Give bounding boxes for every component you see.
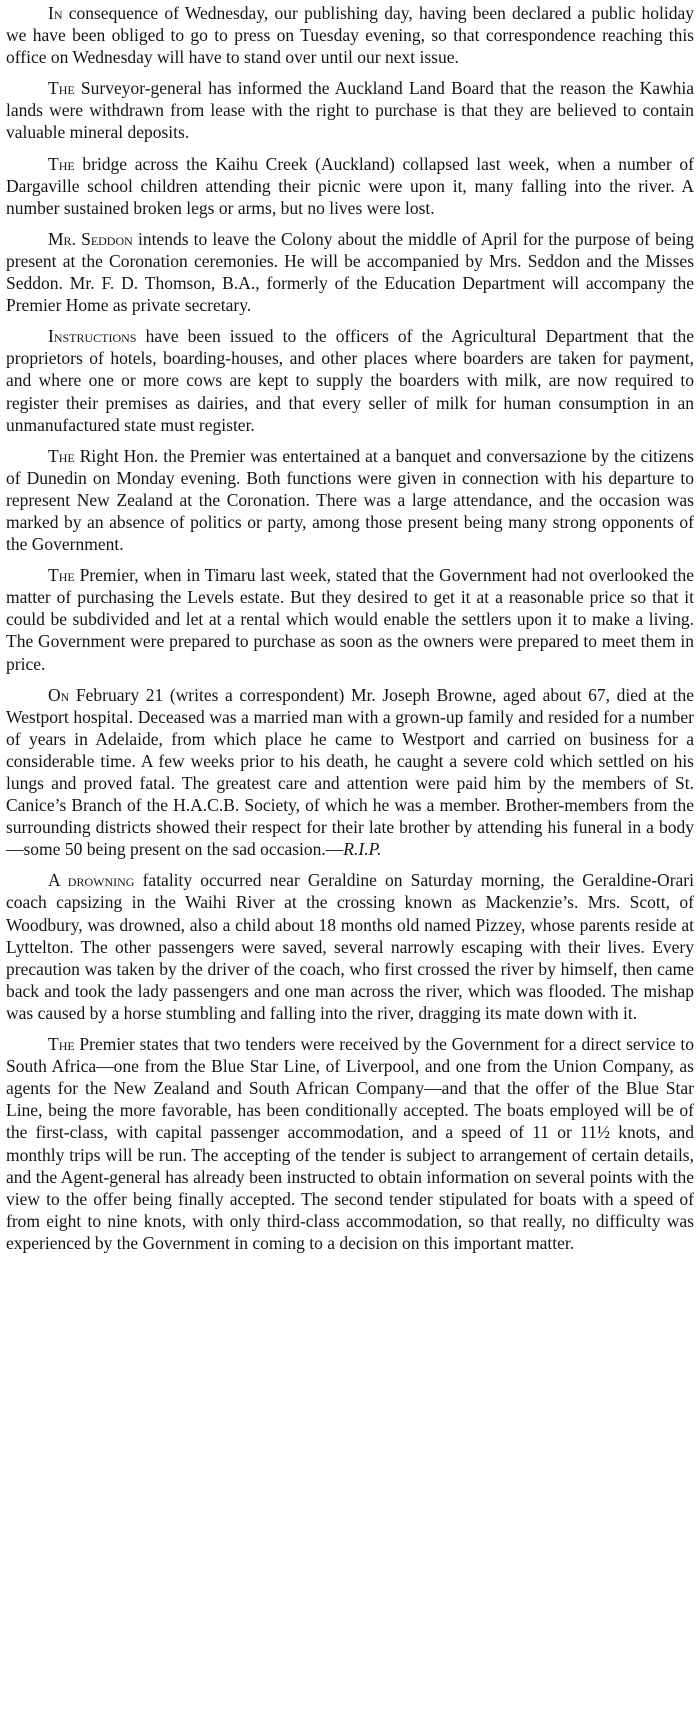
paragraph-body: Right Hon. the Premier was entertained at a banquet and conversazione by the citizens of Dunedin on Monday evening. Both functions were given in connection with his departure to represent New Zealand at the Coronation. There was a large attendance, and the occasion was marked by an absence of politics or party, among those present being many strong opponents of the Government.: [6, 445, 694, 555]
paragraph-separator: [6, 144, 694, 153]
paragraph-separator: [6, 436, 694, 445]
paragraph-lead: The: [48, 78, 75, 99]
paragraph-lead: The: [48, 153, 75, 174]
paragraph-dairy-instructions: [6, 325, 694, 435]
paragraph-kawhia-lands: [6, 77, 694, 143]
paragraph-body: fatality occurred near Geraldine on Saturday morning, the Geraldine-Orari coach capsizing in the Waihi River at the crossing known as Mackenzie’s. Mrs. Scott, of Woodbury, was drowned, also a child about 18 months old named Pizzey, whose parents reside at Lyttelton. The other passengers were saved, several narrowly escaping with their lives. Every precaution was taken by the driver of the coach, who first crossed the river by himself, then came back and took the lady passengers and one man across the river, which was flooded. The mishap was caused by a horse stumbling and falling into the river, dragging its mate down with it.: [6, 870, 694, 1023]
paragraph-body: Premier, when in Timaru last week, stated that the Government had not overlooked the matter of purchasing the Levels estate. But they desired to get it at a reasonable price so that it could be subdivided and let at a rental which would enable the settlers upon it to make a living. The Government were prepared to purchase as soon as the owners were prepared to meet them in price.: [6, 565, 694, 674]
paragraph-lead: A drowning: [48, 870, 135, 891]
paragraph-south-africa-tenders: [6, 1033, 694, 1254]
paragraph-lead: Instructions: [48, 326, 137, 347]
paragraph-body: bridge across the Kaihu Creek (Auckland) collapsed last week, when a number of Dargaville school children attending their picnic were upon it, many falling into the river. A number sustained broken legs or arms, but no lives were lost.: [6, 153, 694, 218]
paragraph-separator: [6, 316, 694, 325]
paragraph-separator: [6, 675, 694, 684]
paragraph-lead: On: [48, 684, 70, 705]
paragraph-obituary-browne: [6, 684, 694, 861]
paragraph-lead: Mr. Seddon: [48, 228, 133, 249]
paragraph-separator: [6, 860, 694, 869]
obituary-sign-off: R.I.P.: [343, 839, 382, 860]
paragraph-body: February 21 (writes a correspondent) Mr. Joseph Browne, aged about 67, died at the Westport hospital. Deceased was a married man with a grown-up family and resided for a number of years in Adelaide, from which place he came to Westport and carried on business for a considerable time. A few weeks prior to his death, he caught a severe cold which settled on his lungs and proved fatal. The greatest care and attention were paid him by the members of St. Canice’s Branch of the H.A.C.B. Society, of which he was a member. Brother-members from the surrounding districts showed their respect for their late brother by attending his funeral in a body—some 50 being present on the sad occasion.—: [6, 684, 694, 860]
paragraph-lead: The: [48, 565, 75, 586]
paragraph-drowning-fatality: [6, 869, 694, 1024]
paragraph-body: Premier states that two tenders were received by the Government for a direct service to South Africa—one from the Blue Star Line, of Liverpool, and one from the Union Company, as agents for the New Zealand and South African Company—and that the offer of the Blue Star Line, being the more favorable, has been conditionally accepted. The boats employed will be of the first-class, with capital passenger accommodation, and a speed of 11 or 11½ knots, and monthly trips will be run. The accepting of the tender is subject to arrangement of certain details, and the Agent-general has already been instructed to obtain information on several points with the view to the offer being finally accepted. The second tender stipulated for boats with a speed of from eight to nine knots, with only third-class accommodation, so that really, no difficulty was experienced by the Government in coming to a decision on this important matter.: [6, 1034, 694, 1253]
paragraph-separator: [6, 68, 694, 77]
paragraph-lead: The: [48, 1034, 75, 1055]
paragraph-body: Surveyor-general has informed the Auckland Land Board that the reason the Kawhia lands were withdrawn from lease with the right to purchase is that they are believed to contain valuable mineral deposits.: [6, 78, 694, 143]
paragraph-separator: [6, 219, 694, 228]
paragraph-body: consequence of Wednesday, our publishing day, having been declared a public holiday we have been obliged to go to press on Tuesday evening, so that correspondence reaching this office on Wednesday will have to stand over until our next issue.: [6, 3, 694, 68]
paragraph-dunedin-banquet: [6, 445, 694, 555]
paragraph-publishing-holiday: [6, 2, 694, 68]
paragraph-separator: [6, 1024, 694, 1033]
paragraph-lead: The: [48, 445, 75, 466]
paragraph-body: have been issued to the officers of the Agricultural Department that the proprietors of hotels, boarding-houses, and other places where boarders are taken for payment, and where one or more cows are kept to supply the boarders with milk, are now required to register their premises as dairies, and that every seller of milk for human consumption in an unmanufactured state must register.: [6, 326, 694, 435]
paragraph-lead: In: [48, 3, 63, 23]
paragraph-levels-estate: [6, 564, 694, 674]
paragraph-separator: [6, 555, 694, 564]
paragraph-kaihu-bridge: [6, 153, 694, 219]
paragraph-body: intends to leave the Colony about the middle of April for the purpose of being present at the Coronation ceremonies. He will be accompanied by Mrs. Seddon and the Misses Seddon. Mr. F. D. Thomson, B.A., formerly of the Education Department will accompany the Premier Home as private secretary.: [6, 228, 694, 316]
paragraph-seddon-coronation: [6, 228, 694, 316]
